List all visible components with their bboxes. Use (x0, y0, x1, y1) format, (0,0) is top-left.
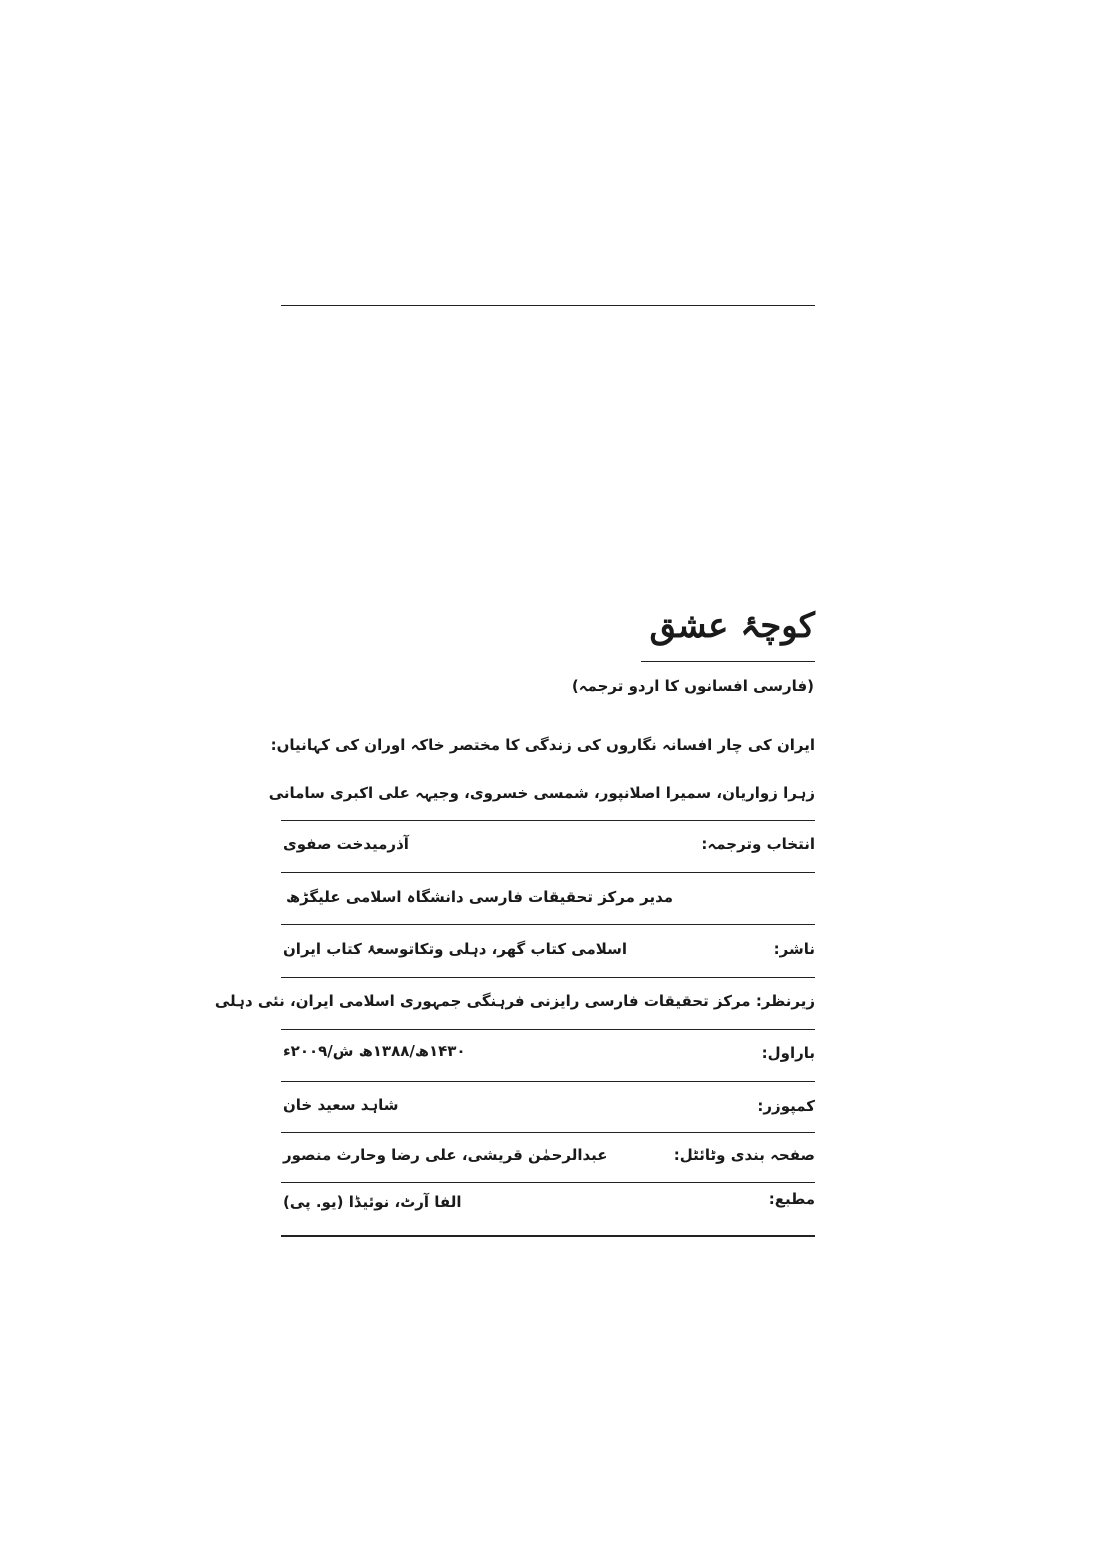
divider (281, 1081, 815, 1082)
publisher-value: اسلامی کتاب گھر، دہلی وتکاتوسعۂ کتاب ایران (283, 940, 628, 958)
book-description: ایران کی چار افسانہ نگاروں کی زندگی کا مختصر خاکہ اوران کی کہانیاں: (270, 736, 815, 754)
edition-label: باراول: (761, 1044, 815, 1062)
supervision-line: زیرنظر: مرکز تحقیقات فارسی رایزنی فرہنگی جمہوری اسلامی ایران، نئی دہلی (214, 992, 815, 1010)
book-title: کوچۂ عشق (649, 606, 815, 646)
composer-label: کمپوزر: (757, 1097, 815, 1115)
printer-value: الفا آرٹ، نوئیڈا (یو. پی) (283, 1193, 462, 1211)
composer-value: شاہد سعید خان (283, 1096, 399, 1114)
divider (281, 1182, 815, 1183)
layout-value: عبدالرحمٰن قریشی، علی رضا وحارث منصور (283, 1146, 608, 1164)
printer-label: مطبع: (768, 1190, 815, 1208)
title-underline (641, 661, 815, 662)
translator-value: آذرمیدخت صفوی (283, 835, 409, 853)
book-subtitle: (فارسی افسانوں کا اردو ترجمہ) (571, 677, 814, 695)
authors-list: زہرا زواریان، سمیرا اصلانپور، شمسی خسروی، وجیہہ علی اکبری سامانی (268, 784, 815, 802)
layout-label: صفحہ بندی وٹائٹل: (673, 1146, 815, 1164)
divider (281, 924, 815, 925)
top-rule (281, 305, 815, 306)
divider (281, 820, 815, 821)
translator-label: انتخاب وترجمہ: (701, 835, 815, 853)
bottom-rule (281, 1235, 815, 1237)
publisher-label: ناشر: (773, 940, 815, 958)
divider (281, 1132, 815, 1133)
director-line: مدیر مرکز تحقیقات فارسی دانشگاہ اسلامی علیگڑھ (286, 888, 674, 906)
edition-value: ۱۴۳۰ھ/۱۳۸۸ھ ش/۲۰۰۹ء (283, 1042, 466, 1060)
divider (281, 872, 815, 873)
divider (281, 977, 815, 978)
divider (281, 1029, 815, 1030)
